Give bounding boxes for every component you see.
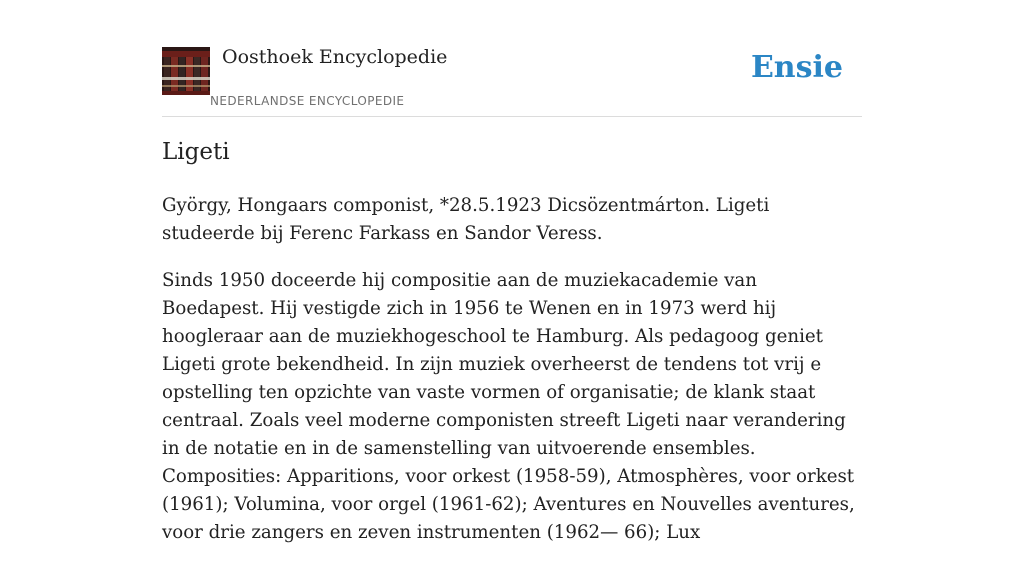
site-subtitle: NEDERLANDSE ENCYCLOPEDIE (210, 94, 405, 108)
article-paragraph: Sinds 1950 doceerde hij compositie aan de muziekacademie van Boedapest. Hij vestigde zich in 1956 te Wenen en in 1973 werd hij hoogleraar aan de muziekhogeschool te Hamburg. Als pedagoog geniet Ligeti grote bekendheid. In zijn muziek overheerst de tendens tot vrij e opstelling ten opzichte van vaste vormen of organisatie; de klank staat centraal. Zoals veel moderne componisten streeft Ligeti naar verandering in de notatie en in de samenstelling van uitvoerende ensembles. Composities: Apparitions, voor orkest (1958-59), Atmosphères, voor orkest (1961); Volumina, voor orgel (1961-62); Aventures en Nouvelles aventures, voor drie zangers en zeven instrumenten (1962— 66); Lux (162, 270, 855, 543)
site-title[interactable]: Oosthoek Encyclopedie (222, 46, 448, 68)
page-container (162, 0, 862, 543)
site-header (162, 0, 862, 117)
article-body (162, 192, 862, 566)
article-paragraph: György, Hongaars componist, *28.5.1923 Dicsözentmárton. Ligeti studeerde bij Ferenc Farkass en Sandor Veress. (162, 195, 770, 244)
ensie-logo-link[interactable]: Ensie (750, 50, 843, 85)
page-title: Ligeti (162, 139, 230, 165)
books-illustration (162, 47, 210, 95)
books-icon[interactable] (162, 47, 210, 95)
